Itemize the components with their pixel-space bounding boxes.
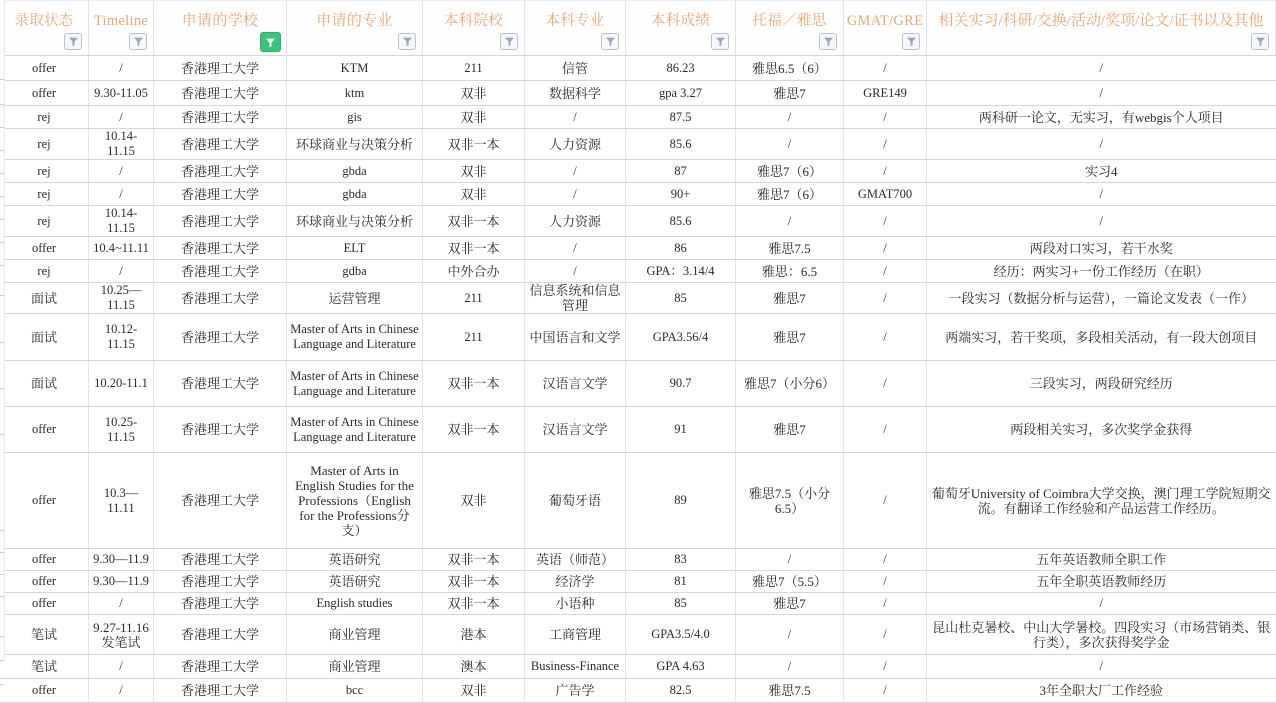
column-header-content: [287, 1, 422, 55]
funnel-icon[interactable]: [601, 33, 619, 50]
funnel-icon[interactable]: [64, 33, 82, 50]
table-cell[interactable]: gdba: [287, 260, 423, 283]
table-cell[interactable]: 五年英语教师全职工作: [927, 549, 1276, 571]
table-cell[interactable]: /: [89, 106, 154, 129]
table-cell[interactable]: /: [525, 160, 626, 183]
table-cell[interactable]: 人力资源: [525, 206, 626, 237]
table-cell[interactable]: Business-Finance: [525, 655, 626, 679]
table-cell[interactable]: 雅思7（小分6）: [736, 361, 844, 407]
table-cell[interactable]: 雅思6.5（6）: [736, 56, 844, 81]
table-cell[interactable]: 英语研究: [287, 571, 423, 593]
table-cell[interactable]: 环球商业与决策分析: [287, 129, 423, 160]
table-cell[interactable]: /: [927, 183, 1276, 206]
table-cell[interactable]: 211: [423, 314, 525, 361]
column-header-label: 相关实习/科研/交换/活动/奖项/论文/证书以及其他: [938, 13, 1264, 29]
table-cell[interactable]: offer: [0, 453, 89, 549]
table-cell[interactable]: 葡萄牙University of Coimbra大学交换，澳门理工学院短期交流。有翻译工作经验和产品运营工作经历。: [927, 453, 1276, 549]
table-cell[interactable]: KTM: [287, 56, 423, 81]
table-cell[interactable]: 9.30—11.9: [89, 571, 154, 593]
table-cell[interactable]: 3年全职大厂工作经验: [927, 679, 1276, 703]
table-cell[interactable]: 雅思7: [736, 283, 844, 314]
table-cell[interactable]: 香港理工大学: [154, 81, 287, 106]
table-row[interactable]: [0, 106, 1276, 129]
table-cell[interactable]: 面试: [0, 314, 89, 361]
table-cell[interactable]: 运营管理: [287, 283, 423, 314]
table-cell[interactable]: 85.6: [626, 206, 736, 237]
table-cell[interactable]: /: [89, 56, 154, 81]
table-cell[interactable]: /: [844, 615, 927, 655]
table-cell[interactable]: 昆山杜克暑校、中山大学暑校。四段实习（市场营销类、银行类），多次获得奖学金: [927, 615, 1276, 655]
table-cell[interactable]: 两段相关实习，多次奖学金获得: [927, 407, 1276, 453]
table-row[interactable]: [0, 655, 1276, 679]
table-cell[interactable]: 雅思：6.5: [736, 260, 844, 283]
table-cell[interactable]: 经历：两实习+一份工作经历（在职）: [927, 260, 1276, 283]
table-row[interactable]: [0, 206, 1276, 237]
table-cell[interactable]: GMAT700: [844, 183, 927, 206]
table-cell[interactable]: rej: [0, 129, 89, 160]
table-cell[interactable]: Master of Arts in Chinese Language and Literature: [287, 361, 423, 407]
column-header-content: [927, 1, 1275, 55]
table-cell[interactable]: 87.5: [626, 106, 736, 129]
table-cell[interactable]: /: [844, 593, 927, 615]
column-header-content: [626, 1, 735, 55]
table-row[interactable]: [0, 679, 1276, 703]
table-row[interactable]: [0, 183, 1276, 206]
table-cell[interactable]: 香港理工大学: [154, 160, 287, 183]
table-cell[interactable]: 香港理工大学: [154, 183, 287, 206]
table-cell[interactable]: Master of Arts in English Studies for the Professions（English for the Professions分支）: [287, 453, 423, 549]
table-cell[interactable]: ktm: [287, 81, 423, 106]
table-row[interactable]: [0, 407, 1276, 453]
table-cell[interactable]: 香港理工大学: [154, 655, 287, 679]
table-cell[interactable]: 笔试: [0, 615, 89, 655]
table-cell[interactable]: gis: [287, 106, 423, 129]
table-cell[interactable]: offer: [0, 679, 89, 703]
table-cell[interactable]: /: [89, 260, 154, 283]
table-cell[interactable]: 90.7: [626, 361, 736, 407]
table-cell[interactable]: 实习4: [927, 160, 1276, 183]
table-cell[interactable]: /: [736, 549, 844, 571]
column-header-label: 本科成绩: [650, 13, 711, 29]
table-cell[interactable]: offer: [0, 56, 89, 81]
table-cell[interactable]: 广告学: [525, 679, 626, 703]
table-row[interactable]: [0, 237, 1276, 260]
column-header-label: 本科专业: [545, 13, 605, 29]
table-cell[interactable]: /: [844, 314, 927, 361]
table-cell[interactable]: 10.25-11.15: [89, 407, 154, 453]
table-cell[interactable]: 双非一本: [423, 237, 525, 260]
table-cell[interactable]: 211: [423, 56, 525, 81]
table-cell[interactable]: 香港理工大学: [154, 237, 287, 260]
table-cell[interactable]: offer: [0, 407, 89, 453]
table-cell[interactable]: 10.3—11.11: [89, 453, 154, 549]
table-cell[interactable]: GPA：3.14/4: [626, 260, 736, 283]
table-cell[interactable]: 香港理工大学: [154, 314, 287, 361]
table-cell[interactable]: 英语（师范）: [525, 549, 626, 571]
table-cell[interactable]: 汉语言文学: [525, 407, 626, 453]
table-cell[interactable]: 数据科学: [525, 81, 626, 106]
table-cell[interactable]: 雅思7: [736, 593, 844, 615]
table-cell[interactable]: 9.30-11.05: [89, 81, 154, 106]
table-cell[interactable]: Master of Arts in Chinese Language and Literature: [287, 314, 423, 361]
table-cell[interactable]: 87: [626, 160, 736, 183]
table-cell[interactable]: bcc: [287, 679, 423, 703]
column-header-label: 录取状态: [14, 13, 74, 29]
table-cell[interactable]: rej: [0, 183, 89, 206]
table-row[interactable]: [0, 129, 1276, 160]
table-cell[interactable]: 10.14-11.15: [89, 129, 154, 160]
table-cell[interactable]: 香港理工大学: [154, 260, 287, 283]
table-cell[interactable]: 香港理工大学: [154, 283, 287, 314]
table-cell[interactable]: 双非: [423, 81, 525, 106]
table-cell[interactable]: 两段对口实习，若干水奖: [927, 237, 1276, 260]
funnel-icon[interactable]: [260, 32, 281, 52]
table-cell[interactable]: /: [89, 183, 154, 206]
table-cell[interactable]: 汉语言文学: [525, 361, 626, 407]
table-cell[interactable]: 85: [626, 593, 736, 615]
table-cell[interactable]: 双非一本: [423, 361, 525, 407]
table-cell[interactable]: 双非: [423, 106, 525, 129]
table-cell[interactable]: 雅思7（6）: [736, 160, 844, 183]
table-row[interactable]: [0, 260, 1276, 283]
table-cell[interactable]: 91: [626, 407, 736, 453]
table-cell[interactable]: 葡萄牙语: [525, 453, 626, 549]
table-cell[interactable]: /: [89, 160, 154, 183]
table-cell[interactable]: /: [89, 679, 154, 703]
table-cell[interactable]: 三段实习，两段研究经历: [927, 361, 1276, 407]
table-cell[interactable]: GRE149: [844, 81, 927, 106]
table-cell[interactable]: /: [844, 283, 927, 314]
table-cell[interactable]: /: [736, 615, 844, 655]
table-cell[interactable]: 商业管理: [287, 655, 423, 679]
table-cell[interactable]: /: [927, 129, 1276, 160]
table-cell[interactable]: Master of Arts in Chinese Language and Literature: [287, 407, 423, 453]
table-cell[interactable]: 双非一本: [423, 407, 525, 453]
table-cell[interactable]: 环球商业与决策分析: [287, 206, 423, 237]
table-cell[interactable]: 香港理工大学: [154, 206, 287, 237]
table-cell[interactable]: 香港理工大学: [154, 56, 287, 81]
table-cell[interactable]: 双非: [423, 183, 525, 206]
table-cell[interactable]: offer: [0, 81, 89, 106]
table-cell[interactable]: 商业管理: [287, 615, 423, 655]
table-cell[interactable]: 双非一本: [423, 549, 525, 571]
column-header-4[interactable]: [287, 1, 423, 56]
table-row[interactable]: [0, 571, 1276, 593]
table-cell[interactable]: 10.25—11.15: [89, 283, 154, 314]
column-header-6[interactable]: [525, 1, 626, 56]
table-row[interactable]: [0, 361, 1276, 407]
table-cell[interactable]: 五年全职英语教师经历: [927, 571, 1276, 593]
table-cell[interactable]: 经济学: [525, 571, 626, 593]
table-cell[interactable]: 香港理工大学: [154, 129, 287, 160]
table-cell[interactable]: gbda: [287, 183, 423, 206]
column-header-8[interactable]: [736, 1, 844, 56]
table-cell[interactable]: 10.4~11.11: [89, 237, 154, 260]
table-cell[interactable]: /: [736, 106, 844, 129]
table-cell[interactable]: 雅思7: [736, 81, 844, 106]
table-cell[interactable]: offer: [0, 237, 89, 260]
table-cell[interactable]: 面试: [0, 361, 89, 407]
table-cell[interactable]: 双非: [423, 453, 525, 549]
column-header-content: [736, 1, 843, 55]
table-cell[interactable]: /: [525, 183, 626, 206]
column-header-10[interactable]: [927, 1, 1276, 56]
table-cell[interactable]: 一段实习（数据分析与运营），一篇论文发表（一作）: [927, 283, 1276, 314]
column-header-label: 申请的专业: [316, 13, 393, 29]
table-cell[interactable]: 10.14-11.15: [89, 206, 154, 237]
table-cell[interactable]: rej: [0, 206, 89, 237]
table-cell[interactable]: 雅思7.5: [736, 679, 844, 703]
funnel-icon[interactable]: [819, 33, 837, 50]
table-cell[interactable]: 雅思7（6）: [736, 183, 844, 206]
table-cell[interactable]: 雅思7.5: [736, 237, 844, 260]
column-header-content: [154, 1, 286, 55]
table-cell[interactable]: 85.6: [626, 129, 736, 160]
table-cell[interactable]: rej: [0, 106, 89, 129]
table-row[interactable]: [0, 160, 1276, 183]
column-header-1[interactable]: [0, 1, 89, 56]
table-cell[interactable]: offer: [0, 593, 89, 615]
table-cell[interactable]: gpa 3.27: [626, 81, 736, 106]
funnel-icon[interactable]: [129, 33, 147, 50]
table-cell[interactable]: offer: [0, 571, 89, 593]
table-cell[interactable]: /: [736, 129, 844, 160]
table-cell[interactable]: 86.23: [626, 56, 736, 81]
table-cell[interactable]: 85: [626, 283, 736, 314]
funnel-icon[interactable]: [902, 33, 920, 50]
table-cell[interactable]: GPA 4.63: [626, 655, 736, 679]
funnel-icon[interactable]: [711, 33, 729, 50]
table-cell[interactable]: /: [927, 593, 1276, 615]
table-cell[interactable]: 10.20-11.1: [89, 361, 154, 407]
table-row[interactable]: [0, 314, 1276, 361]
table-cell[interactable]: 香港理工大学: [154, 615, 287, 655]
table-row[interactable]: [0, 593, 1276, 615]
table-cell[interactable]: /: [525, 260, 626, 283]
table-cell[interactable]: 89: [626, 453, 736, 549]
table-cell[interactable]: 香港理工大学: [154, 679, 287, 703]
table-cell[interactable]: /: [844, 56, 927, 81]
table-cell[interactable]: 香港理工大学: [154, 106, 287, 129]
table-cell[interactable]: /: [927, 655, 1276, 679]
table-cell[interactable]: offer: [0, 549, 89, 571]
table-cell[interactable]: 双非一本: [423, 206, 525, 237]
table-cell[interactable]: English studies: [287, 593, 423, 615]
table-cell[interactable]: /: [89, 655, 154, 679]
table-cell[interactable]: /: [525, 237, 626, 260]
table-cell[interactable]: 英语研究: [287, 549, 423, 571]
column-header-label: 本科院校: [443, 13, 504, 29]
table-cell[interactable]: /: [844, 679, 927, 703]
table-cell[interactable]: 双非: [423, 679, 525, 703]
column-header-5[interactable]: [423, 1, 525, 56]
table-cell[interactable]: 面试: [0, 283, 89, 314]
column-header-label: 托福／雅思: [752, 13, 827, 29]
table-cell-text: 信息系统和信息管理: [529, 283, 621, 313]
column-header-2[interactable]: [89, 1, 154, 56]
table-header-row: [0, 1, 1276, 56]
table-cell[interactable]: 两端实习，若干奖项，多段相关活动，有一段大创项目: [927, 314, 1276, 361]
table-cell[interactable]: rej: [0, 260, 89, 283]
column-header-content: [423, 1, 524, 55]
table-cell[interactable]: /: [844, 655, 927, 679]
table-cell[interactable]: GPA3.5/4.0: [626, 615, 736, 655]
table-cell[interactable]: 83: [626, 549, 736, 571]
table-cell[interactable]: 9.27-11.16发笔试: [89, 615, 154, 655]
table-cell[interactable]: 90+: [626, 183, 736, 206]
table-header: [0, 1, 1276, 56]
column-header-content: [525, 1, 625, 55]
table-cell[interactable]: 两科研一论文，无实习，有webgis个人项目: [927, 106, 1276, 129]
table-cell[interactable]: 香港理工大学: [154, 361, 287, 407]
funnel-icon[interactable]: [398, 33, 416, 50]
table-cell[interactable]: /: [736, 206, 844, 237]
funnel-icon[interactable]: [1251, 33, 1269, 50]
table-cell[interactable]: /: [844, 361, 927, 407]
table-row[interactable]: [0, 615, 1276, 655]
table-cell[interactable]: /: [844, 571, 927, 593]
table-cell[interactable]: 香港理工大学: [154, 453, 287, 549]
table-cell[interactable]: [525, 283, 626, 314]
table-cell[interactable]: 雅思7: [736, 407, 844, 453]
table-cell[interactable]: /: [844, 106, 927, 129]
table-cell[interactable]: GPA3.56/4: [626, 314, 736, 361]
table-row[interactable]: [0, 283, 1276, 314]
table-body: [0, 56, 1276, 703]
table-cell[interactable]: /: [927, 81, 1276, 106]
table-cell[interactable]: 10.12-11.15: [89, 314, 154, 361]
table-row[interactable]: [0, 56, 1276, 81]
table-cell[interactable]: 中外合办: [423, 260, 525, 283]
table-cell[interactable]: /: [736, 655, 844, 679]
table-cell[interactable]: 9.30—11.9: [89, 549, 154, 571]
table-cell[interactable]: /: [844, 206, 927, 237]
table-cell[interactable]: /: [844, 453, 927, 549]
table-cell[interactable]: 雅思7.5（小分6.5）: [736, 453, 844, 549]
table-cell[interactable]: 香港理工大学: [154, 549, 287, 571]
column-header-content: [89, 1, 153, 55]
column-header-label: Timeline: [93, 13, 149, 29]
funnel-icon[interactable]: [500, 33, 518, 50]
table-cell[interactable]: 雅思7: [736, 314, 844, 361]
table-cell[interactable]: /: [525, 106, 626, 129]
table-cell[interactable]: /: [844, 160, 927, 183]
table-cell[interactable]: 小语种: [525, 593, 626, 615]
table-cell[interactable]: 人力资源: [525, 129, 626, 160]
table-cell[interactable]: gbda: [287, 160, 423, 183]
column-header-label: 申请的学校: [181, 13, 259, 29]
table-cell[interactable]: 中国语言和文学: [525, 314, 626, 361]
table-cell[interactable]: 81: [626, 571, 736, 593]
table-cell[interactable]: 信管: [525, 56, 626, 81]
column-header-content: [844, 1, 926, 55]
table-cell[interactable]: rej: [0, 160, 89, 183]
table-cell[interactable]: 澳本: [423, 655, 525, 679]
table-cell[interactable]: 笔试: [0, 655, 89, 679]
table-cell[interactable]: 雅思7（5.5）: [736, 571, 844, 593]
table-cell[interactable]: /: [844, 129, 927, 160]
column-header-3[interactable]: [154, 1, 287, 56]
table-cell[interactable]: 211: [423, 283, 525, 314]
table-cell[interactable]: /: [844, 549, 927, 571]
table-cell[interactable]: 香港理工大学: [154, 571, 287, 593]
column-header-content: [0, 1, 88, 55]
column-header-7[interactable]: [626, 1, 736, 56]
table-cell[interactable]: 双非一本: [423, 129, 525, 160]
table-cell[interactable]: 香港理工大学: [154, 407, 287, 453]
table-cell[interactable]: /: [844, 237, 927, 260]
table-cell[interactable]: 双非一本: [423, 593, 525, 615]
table-row[interactable]: [0, 453, 1276, 549]
table-cell[interactable]: ELT: [287, 237, 423, 260]
table-cell[interactable]: 工商管理: [525, 615, 626, 655]
table-cell[interactable]: /: [927, 56, 1276, 81]
table-cell[interactable]: 双非一本: [423, 571, 525, 593]
table-cell[interactable]: /: [844, 260, 927, 283]
column-header-label: GMAT/GRE: [846, 13, 924, 29]
table-cell[interactable]: 86: [626, 237, 736, 260]
table-row[interactable]: [0, 81, 1276, 106]
column-header-9[interactable]: [844, 1, 927, 56]
table-cell[interactable]: 双非: [423, 160, 525, 183]
table-cell[interactable]: 香港理工大学: [154, 593, 287, 615]
table-cell[interactable]: 82.5: [626, 679, 736, 703]
table-cell[interactable]: /: [844, 407, 927, 453]
table-cell[interactable]: /: [89, 593, 154, 615]
table-cell[interactable]: /: [927, 206, 1276, 237]
table-row[interactable]: [0, 549, 1276, 571]
table-cell[interactable]: 港本: [423, 615, 525, 655]
